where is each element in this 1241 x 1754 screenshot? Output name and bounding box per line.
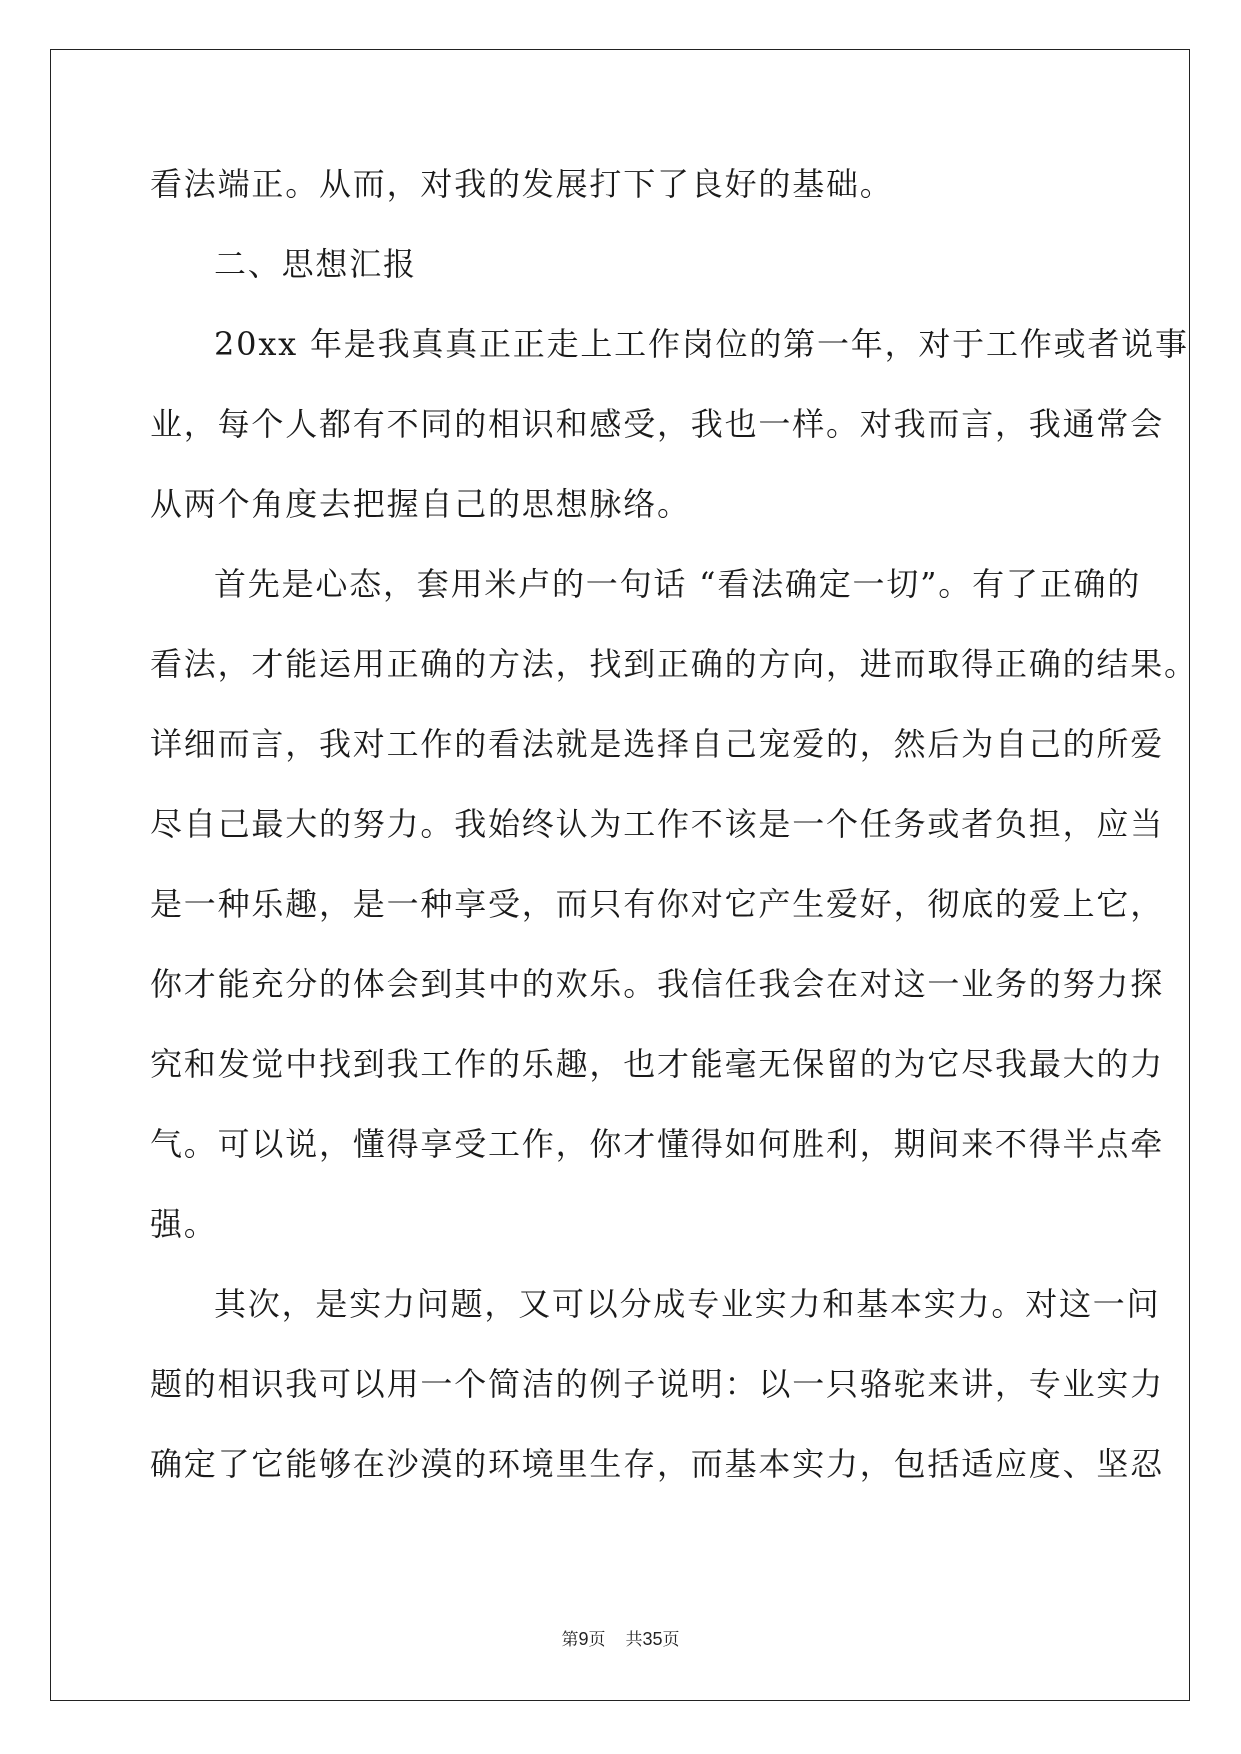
page-prefix: 第 bbox=[561, 1630, 579, 1650]
text-line: 究和发觉中找到我工作的乐趣，也才能毫无保留的为它尽我最大的力 bbox=[150, 1045, 1165, 1083]
section-heading: 二、思想汇报 bbox=[214, 245, 417, 283]
total-unit: 页 bbox=[662, 1630, 680, 1650]
text-line: 业，每个人都有不同的相识和感受，我也一样。对我而言，我通常会 bbox=[150, 405, 1165, 443]
text-line: 尽自己最大的努力。我始终认为工作不该是一个任务或者负担，应当 bbox=[150, 805, 1165, 843]
text-line: 看法端正。从而，对我的发展打下了良好的基础。 bbox=[150, 165, 894, 203]
text-line: 首先是心态，套用米卢的一句话 “看法确定一切”。有了正确的 bbox=[214, 565, 1142, 603]
text-line: 20xx 年是我真真正正走上工作岗位的第一年，对于工作或者说事 bbox=[214, 325, 1189, 363]
text-line: 气。可以说，懂得享受工作，你才懂得如何胜利，期间来不得半点牵 bbox=[150, 1125, 1165, 1163]
text-line: 强。 bbox=[150, 1205, 218, 1243]
page-footer bbox=[0, 1628, 1241, 1651]
text-line: 是一种乐趣，是一种享受，而只有你对它产生爱好，彻底的爱上它， bbox=[150, 885, 1165, 923]
page-number: 9 bbox=[578, 1629, 589, 1649]
text-line: 你才能充分的体会到其中的欢乐。我信任我会在对这一业务的努力探 bbox=[150, 965, 1165, 1003]
page-unit: 页 bbox=[588, 1630, 606, 1650]
text-line: 看法，才能运用正确的方法，找到正确的方向，进而取得正确的结果。 bbox=[150, 645, 1198, 683]
page-total: 35 bbox=[642, 1629, 663, 1649]
text-line: 题的相识我可以用一个简洁的例子说明：以一只骆驼来讲，专业实力 bbox=[150, 1365, 1165, 1403]
total-prefix: 共 bbox=[625, 1630, 643, 1650]
text-line: 确定了它能够在沙漠的环境里生存，而基本实力，包括适应度、坚忍 bbox=[150, 1445, 1165, 1483]
text-line: 详细而言，我对工作的看法就是选择自己宠爱的，然后为自己的所爱 bbox=[150, 725, 1165, 763]
text-line: 从两个角度去把握自己的思想脉络。 bbox=[150, 485, 691, 523]
text-line: 其次，是实力问题，又可以分成专业实力和基本实力。对这一问 bbox=[214, 1285, 1161, 1323]
